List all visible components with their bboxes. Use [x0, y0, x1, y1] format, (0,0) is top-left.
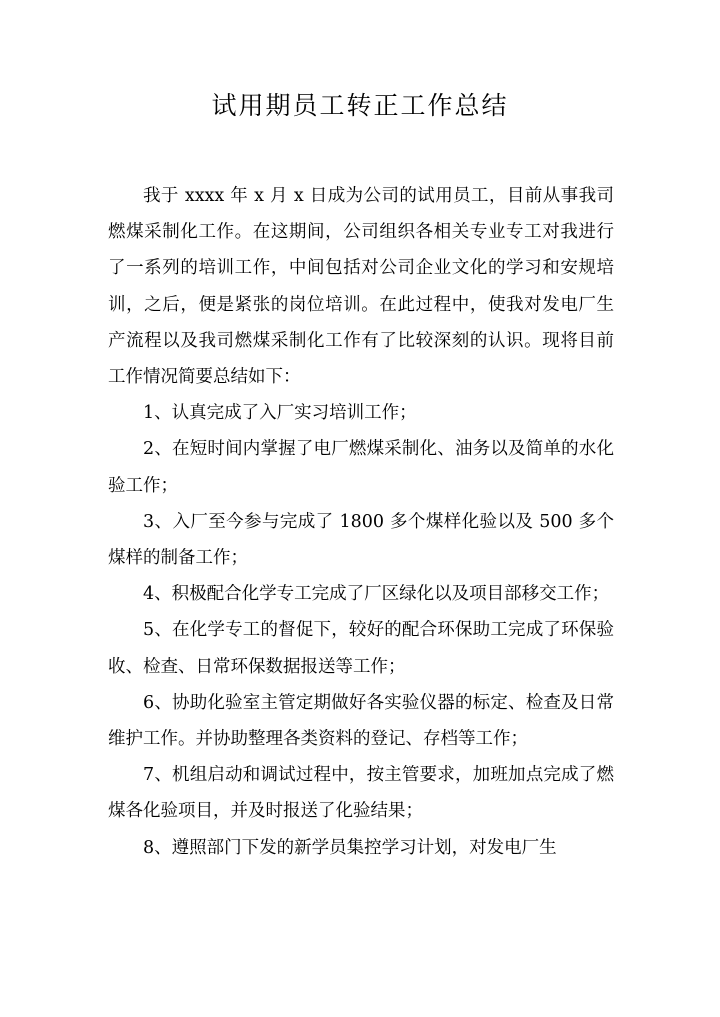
list-item-4: 4、积极配合化学专工完成了厂区绿化以及项目部移交工作；	[143, 584, 610, 605]
list-item-1: 1、认真完成了入厂实习培训工作；	[143, 403, 417, 424]
list-item-3: 3、入厂至今参与完成了 1800 多个煤样化验以及 500 多个煤样的制备工作；	[108, 511, 614, 569]
list-item-7: 7、机组启动和调试过程中，按主管要求，加班加点完成了燃煤各化验项目，并及时报送了化验结果；	[108, 765, 614, 822]
list-item-6: 6、协助化验室主管定期做好各实验仪器的标定、检查及日常维护工作。并协助整理各类资料的登记、存档等工作；	[108, 692, 614, 750]
list-item-5: 5、在化学专工的督促下，较好的配合环保助工完成了环保验收、检查、日常环保数据报送等工作；	[108, 620, 614, 677]
document-title: 试用期员工转正工作总结	[211, 91, 509, 120]
intro-paragraph: 我于 xxxx 年 x 月 x 日成为公司的试用员工，目前从事我司燃煤采制化工作。在这期间，公司组织各相关专业专工对我进行了一系列的培训工作，中间包括对公司企业文化的学习和安规培训，之后，便是紧张的岗位培训。在此过程中，使我对发电厂生产流程以及我司燃煤采制化工作有了比较深刻的认识。现将目前工作情况简要总结如下：	[108, 186, 614, 388]
list-item-8: 8、遵照部门下发的新学员集控学习计划，对发电厂生	[143, 837, 557, 858]
document-body	[108, 178, 614, 866]
list-item-2: 2、在短时间内掌握了电厂燃煤采制化、油务以及简单的水化验工作；	[108, 439, 614, 496]
